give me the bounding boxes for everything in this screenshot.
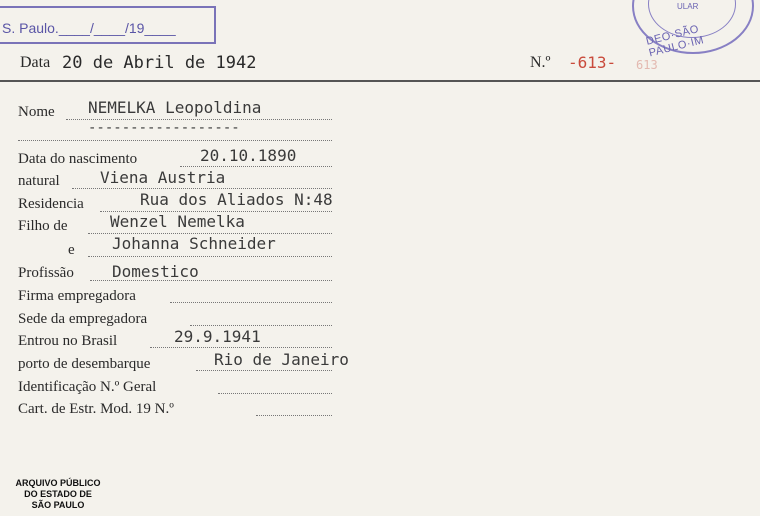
name-dots-2 <box>18 140 332 141</box>
archive-line-1: ARQUIVO PÚBLICO <box>15 478 101 488</box>
entry-dots <box>150 347 332 348</box>
mother-dots <box>88 256 332 257</box>
mother-label: e <box>68 242 75 258</box>
father-value: Wenzel Nemelka <box>110 212 245 231</box>
residence-value: Rua dos Aliados N:48 <box>140 190 333 209</box>
employer-seat-label: Sede da empregadora <box>18 311 148 327</box>
name-label: Nome <box>18 104 55 120</box>
birth-dots <box>180 166 332 167</box>
faint-number: 613 <box>636 58 658 72</box>
name-value: NEMELKA Leopoldina <box>88 98 262 117</box>
mother-value: Johanna Schneider <box>112 234 276 253</box>
residence-label: Residencia <box>18 196 84 212</box>
profession-value: Domestico <box>112 262 199 281</box>
natural-label: natural <box>18 173 60 189</box>
city-stamp <box>0 6 216 44</box>
archive-watermark <box>2 478 114 511</box>
number-value: -613- <box>568 53 617 72</box>
city-stamp-text: S. Paulo.____/____/19____ <box>2 20 176 36</box>
seal-ring-text: DEO·SÃO PAULO·IM <box>644 23 706 60</box>
port-dots <box>196 370 332 371</box>
natural-value: Viena Austria <box>100 168 226 187</box>
id-label: Identificação N.º Geral <box>18 379 157 395</box>
date-value: 20 de Abril de 1942 <box>62 53 257 73</box>
natural-dots <box>72 188 332 189</box>
archive-line-2: DO ESTADO DE <box>24 489 92 499</box>
card-label: Cart. de Estr. Mod. 19 N.º <box>18 401 174 417</box>
card-dots <box>256 415 332 416</box>
number-label: N.º <box>530 54 551 71</box>
archive-line-3: SÃO PAULO <box>31 500 85 510</box>
employer-label: Firma empregadora <box>18 288 136 304</box>
father-label: Filho de <box>18 218 68 234</box>
id-dots <box>218 393 332 394</box>
date-label: Data <box>20 54 51 71</box>
employer-seat-dots <box>190 325 332 326</box>
birth-value: 20.10.1890 <box>200 146 297 165</box>
port-label: porto de desembarque <box>18 356 151 372</box>
port-value: Rio de Janeiro <box>214 350 349 369</box>
entry-value: 29.9.1941 <box>174 327 261 346</box>
birth-label: Data do nascimento <box>18 151 138 167</box>
name-underline: ------------------ <box>88 120 240 136</box>
profession-label: Profissão <box>18 265 74 281</box>
header-rule <box>0 80 760 82</box>
entry-label: Entrou no Brasil <box>18 333 118 349</box>
seal-top-text: ULAR <box>677 2 699 11</box>
employer-dots <box>170 302 332 303</box>
